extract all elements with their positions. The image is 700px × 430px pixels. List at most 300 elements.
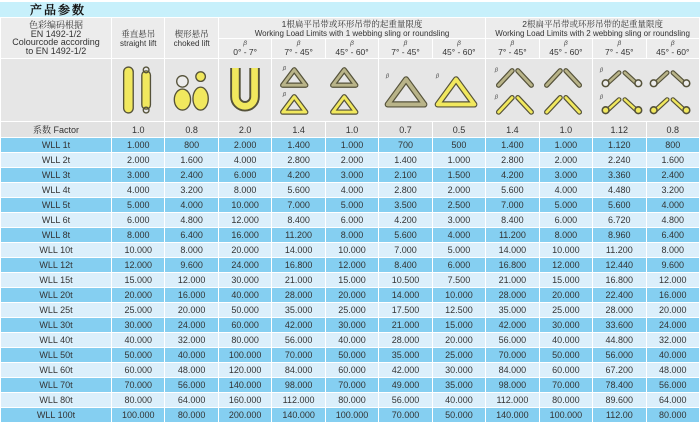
basket-angle-icons-cell [272, 59, 378, 121]
wll-cell: 60.000 [112, 363, 164, 377]
factor-cell: 0.5 [433, 122, 485, 137]
wll-cell: 42.000 [486, 318, 538, 332]
group1-en: Working Load Limits with 1 webbing sling or roundsling [254, 28, 450, 38]
table-row [1, 348, 699, 362]
wll-cell: 14.000 [272, 243, 324, 257]
wll-cell: 14.000 [486, 243, 538, 257]
wll-cell: 14.000 [379, 288, 431, 302]
factor-cell: 0.7 [379, 122, 431, 137]
basket-wide-icons-cell [379, 59, 485, 121]
wll-cell: 10.000 [326, 243, 378, 257]
wll-cell: 4.800 [647, 213, 699, 227]
wll-cell: 6.400 [647, 228, 699, 242]
colourcode-zh: 色彩编码根据 [28, 20, 83, 30]
wll-cell: 16.800 [272, 258, 324, 272]
wll-cell: 15.000 [540, 273, 592, 287]
wll-cell: 7.000 [486, 198, 538, 212]
factor-cell: 1.12 [593, 122, 645, 137]
wll-cell: 70.000 [272, 348, 324, 362]
wll-cell: 5.600 [272, 183, 324, 197]
wll-cell: 5.000 [112, 198, 164, 212]
row-label: WLL 15t [1, 273, 111, 287]
wll-cell: 80.000 [165, 408, 217, 422]
wll-cell: 20.000 [112, 288, 164, 302]
wll-cell: 33.600 [593, 318, 645, 332]
wll-cell: 4.200 [486, 168, 538, 182]
wll-cell: 1.400 [486, 138, 538, 152]
row-label: WLL 5t [1, 198, 111, 212]
group2-header [486, 18, 699, 38]
basket-angle-icons [275, 62, 375, 118]
angle-header: β 7° - 45° [486, 39, 538, 58]
wll-cell: 1.400 [379, 153, 431, 167]
wll-cell: 20.000 [647, 303, 699, 317]
wll-cell: 42.000 [379, 363, 431, 377]
wll-cell: 12.000 [219, 213, 271, 227]
wll-cell: 15.000 [112, 273, 164, 287]
wll-cell: 48.000 [647, 363, 699, 377]
beta-symbol: β [350, 39, 354, 47]
group2-zh: 2根扁平吊带或环形吊带的起重量限度 [522, 18, 663, 29]
wll-cell: 11.200 [593, 243, 645, 257]
row-label: WLL 30t [1, 318, 111, 332]
wll-cell: 10.000 [433, 288, 485, 302]
wll-cell: 44.800 [593, 333, 645, 347]
wll-cell: 30.000 [540, 318, 592, 332]
wll-cell: 40.000 [112, 333, 164, 347]
angle-header: β 45° - 60° [433, 39, 485, 58]
beta-symbol: β [403, 39, 408, 47]
angle-header: β 7° - 45° [379, 39, 431, 58]
row-label: WLL 20t [1, 288, 111, 302]
row-label: WLL 6t [1, 213, 111, 227]
wll-cell: 4.000 [326, 183, 378, 197]
beta-symbol: β [563, 39, 568, 47]
factor-cell: 1.0 [540, 122, 592, 137]
wll-cell: 10.500 [379, 273, 431, 287]
wll-cell: 30.000 [219, 273, 271, 287]
wll-cell: 6.000 [433, 258, 485, 272]
wll-cell: 1.600 [647, 153, 699, 167]
choked-lift-icon-cell [165, 59, 217, 121]
factor-cell: 1.4 [272, 122, 324, 137]
table-row [1, 333, 699, 347]
wll-cell: 3.360 [593, 168, 645, 182]
wll-cell: 40.000 [165, 348, 217, 362]
wll-cell: 12.000 [326, 258, 378, 272]
wll-cell: 70.000 [112, 378, 164, 392]
wll-cell: 4.200 [272, 168, 324, 182]
wll-cell: 4.200 [379, 213, 431, 227]
wll-cell: 80.000 [219, 333, 271, 347]
wll-cell: 6.000 [540, 213, 592, 227]
wll-cell: 40.000 [647, 348, 699, 362]
table-row [1, 228, 699, 242]
wll-cell: 25.000 [433, 348, 485, 362]
wll-cell: 1.000 [326, 138, 378, 152]
svg-text:β: β [494, 67, 499, 74]
wll-cell: 1.000 [433, 153, 485, 167]
svg-text:β: β [283, 91, 287, 98]
wll-cell: 50.000 [326, 348, 378, 362]
row-label: WLL 60t [1, 363, 111, 377]
wll-cell: 100.000 [219, 348, 271, 362]
beta-symbol: β [243, 39, 247, 47]
wll-cell: 15.000 [326, 273, 378, 287]
table-row [1, 258, 699, 272]
factor-cell: 2.0 [219, 122, 271, 137]
table-row [1, 408, 699, 422]
wll-cell: 100.000 [112, 408, 164, 422]
table-row [1, 303, 699, 317]
table-row [1, 198, 699, 212]
two-sling-choked-icons [596, 62, 696, 118]
svg-text:β: β [494, 94, 499, 101]
wll-cell: 12.000 [112, 258, 164, 272]
straight-lift-zh: 垂直悬吊 [121, 28, 156, 39]
wll-cell: 112.000 [272, 393, 324, 407]
row-label: WLL 10t [1, 243, 111, 257]
wll-cell: 5.600 [593, 198, 645, 212]
table-row [1, 393, 699, 407]
wll-cell: 20.000 [326, 288, 378, 302]
wll-cell: 160.000 [219, 393, 271, 407]
svg-text:β: β [599, 94, 604, 101]
wll-cell: 89.600 [593, 393, 645, 407]
wll-cell: 1.120 [593, 138, 645, 152]
svg-text:β: β [283, 65, 287, 72]
table-row [1, 168, 699, 182]
wll-cell: 8.000 [326, 228, 378, 242]
wll-cell: 4.000 [433, 228, 485, 242]
wll-cell: 56.000 [647, 378, 699, 392]
wll-cell: 2.400 [647, 168, 699, 182]
wll-cell: 98.000 [486, 378, 538, 392]
svg-text:β: β [386, 73, 390, 80]
choked-lift-icon [170, 62, 214, 118]
wll-cell: 35.000 [433, 378, 485, 392]
wll-cell: 80.000 [326, 393, 378, 407]
wll-cell: 30.000 [433, 363, 485, 377]
wll-cell: 8.000 [647, 243, 699, 257]
wll-cell: 56.000 [165, 378, 217, 392]
two-sling-icons-cell [486, 59, 592, 121]
wll-cell: 3.000 [326, 168, 378, 182]
row-label: WLL 70t [1, 378, 111, 392]
wll-cell: 10.000 [219, 198, 271, 212]
wll-cell: 2.800 [379, 183, 431, 197]
wll-table [0, 17, 700, 423]
wll-cell: 30.000 [112, 318, 164, 332]
wll-cell: 50.000 [433, 408, 485, 422]
wll-cell: 24.000 [219, 258, 271, 272]
wll-cell: 3.500 [379, 198, 431, 212]
choked-lift-en: choked lift [173, 38, 210, 48]
wll-cell: 6.000 [112, 213, 164, 227]
wll-cell: 28.000 [593, 303, 645, 317]
wll-cell: 12.500 [433, 303, 485, 317]
wll-cell: 3.000 [433, 213, 485, 227]
angle-header: β 0° - 7° [219, 39, 271, 58]
wll-cell: 16.800 [486, 258, 538, 272]
wll-cell: 80.000 [647, 408, 699, 422]
wll-cell: 7.000 [272, 198, 324, 212]
beta-symbol: β [296, 39, 301, 47]
wll-cell: 5.000 [540, 198, 592, 212]
wll-cell: 140.000 [219, 378, 271, 392]
table-row [1, 363, 699, 377]
group2-en: Working Load Limits with 2 webbing sling or roundsling [495, 28, 690, 38]
wll-cell: 35.000 [379, 348, 431, 362]
wll-cell: 56.000 [379, 393, 431, 407]
wll-cell: 16.800 [593, 273, 645, 287]
colourcode-header [1, 18, 111, 58]
wll-cell: 2.400 [165, 168, 217, 182]
group1-header [219, 18, 485, 38]
colourcode-std: EN 1492-1/2 [30, 28, 82, 39]
wll-cell: 140.000 [272, 408, 324, 422]
row-label: WLL 100t [1, 408, 111, 422]
wll-cell: 70.000 [540, 378, 592, 392]
row-label: WLL 2t [1, 153, 111, 167]
factor-cell: 0.8 [647, 122, 699, 137]
straight-lift-icon [116, 62, 160, 118]
wll-cell: 98.000 [272, 378, 324, 392]
wll-cell: 20.000 [219, 243, 271, 257]
group1-zh: 1根扁平吊带或环形吊带的起重量限度 [281, 18, 423, 29]
wll-cell: 8.000 [112, 228, 164, 242]
table-row [1, 138, 699, 152]
wll-cell: 28.000 [486, 288, 538, 302]
wll-cell: 35.000 [486, 303, 538, 317]
angle-header: β 45° - 60° [540, 39, 592, 58]
straight-lift-icon-cell [112, 59, 164, 121]
wll-cell: 4.000 [540, 183, 592, 197]
wll-cell: 1.400 [272, 138, 324, 152]
table-row [1, 288, 699, 302]
wll-cell: 80.000 [540, 393, 592, 407]
factor-cell: 1.4 [486, 122, 538, 137]
wll-cell: 60.000 [219, 318, 271, 332]
wll-cell: 8.000 [165, 243, 217, 257]
factor-cell: 1.0 [326, 122, 378, 137]
wll-cell: 9.600 [647, 258, 699, 272]
wll-cell: 70.000 [486, 348, 538, 362]
wll-cell: 2.000 [540, 153, 592, 167]
wll-cell: 67.200 [593, 363, 645, 377]
wll-cell: 120.000 [219, 363, 271, 377]
table-row [1, 318, 699, 332]
row-label: WLL 8t [1, 228, 111, 242]
row-label: WLL 80t [1, 393, 111, 407]
factor-row [1, 122, 699, 137]
wll-cell: 12.440 [593, 258, 645, 272]
wll-cell: 56.000 [486, 333, 538, 347]
table-body [1, 138, 699, 422]
table-row [1, 153, 699, 167]
row-label: WLL 4t [1, 183, 111, 197]
factor-cell: 1.0 [112, 122, 164, 137]
table-row [1, 273, 699, 287]
wll-cell: 8.400 [486, 213, 538, 227]
wll-cell: 2.240 [593, 153, 645, 167]
wll-cell: 3.000 [540, 168, 592, 182]
wll-cell: 1.500 [433, 168, 485, 182]
wll-cell: 40.000 [540, 333, 592, 347]
wll-cell: 42.000 [272, 318, 324, 332]
wll-cell: 2.000 [326, 153, 378, 167]
wll-cell: 70.000 [326, 378, 378, 392]
wll-cell: 32.000 [165, 333, 217, 347]
wll-cell: 8.400 [379, 258, 431, 272]
row-label: WLL 1t [1, 138, 111, 152]
wll-cell: 28.000 [379, 333, 431, 347]
beta-symbol: β [617, 39, 622, 47]
wll-cell: 6.000 [219, 168, 271, 182]
wll-cell: 700 [379, 138, 431, 152]
factor-label: 系数 Factor [1, 122, 111, 137]
wll-cell: 49.000 [379, 378, 431, 392]
wll-cell: 500 [433, 138, 485, 152]
wll-cell: 6.000 [326, 213, 378, 227]
wll-cell: 17.500 [379, 303, 431, 317]
two-sling-icons [489, 62, 589, 118]
row-label: WLL 40t [1, 333, 111, 347]
wll-cell: 5.000 [326, 198, 378, 212]
wll-cell: 12.000 [165, 273, 217, 287]
wll-cell: 10.000 [540, 243, 592, 257]
wll-cell: 2.100 [379, 168, 431, 182]
row-label: WLL 50t [1, 348, 111, 362]
wll-cell: 35.000 [272, 303, 324, 317]
wll-cell: 60.000 [326, 363, 378, 377]
choked-lift-header [165, 18, 217, 58]
wll-cell: 64.000 [647, 393, 699, 407]
pictogram-empty-cell [1, 59, 111, 121]
beta-symbol: β [670, 39, 675, 47]
basket-wide-icons [382, 62, 482, 118]
wll-cell: 3.200 [647, 183, 699, 197]
wll-cell: 5.000 [433, 243, 485, 257]
wll-cell: 140.000 [486, 408, 538, 422]
wll-cell: 15.000 [433, 318, 485, 332]
wll-cell: 24.000 [165, 318, 217, 332]
row-label: WLL 3t [1, 168, 111, 182]
straight-lift-header [112, 18, 164, 58]
wll-cell: 70.000 [379, 408, 431, 422]
wll-cell: 7.000 [379, 243, 431, 257]
wll-cell: 12.000 [647, 273, 699, 287]
wll-cell: 3.200 [165, 183, 217, 197]
wll-cell: 4.000 [165, 198, 217, 212]
wll-cell: 64.000 [165, 393, 217, 407]
wll-cell: 2.000 [433, 183, 485, 197]
wll-cell: 8.000 [219, 183, 271, 197]
wll-cell: 4.800 [165, 213, 217, 227]
wll-cell: 3.000 [112, 168, 164, 182]
wll-cell: 4.000 [219, 153, 271, 167]
wll-cell: 6.400 [165, 228, 217, 242]
choked-lift-zh: 楔形悬吊 [174, 28, 209, 39]
beta-symbol: β [457, 39, 461, 47]
wll-cell: 100.000 [326, 408, 378, 422]
wll-cell: 22.400 [593, 288, 645, 302]
wll-cell: 16.000 [647, 288, 699, 302]
wll-cell: 50.000 [112, 348, 164, 362]
wll-cell: 16.000 [165, 288, 217, 302]
wll-cell: 1.000 [540, 138, 592, 152]
wll-cell: 50.000 [219, 303, 271, 317]
wll-cell: 25.000 [540, 303, 592, 317]
wll-cell: 78.400 [593, 378, 645, 392]
factor-cell: 0.8 [165, 122, 217, 137]
two-sling-choked-icons-cell [593, 59, 699, 121]
colourcode-en2: to EN 1492-1/2 [25, 45, 87, 56]
wll-cell: 2.000 [112, 153, 164, 167]
wll-cell: 2.500 [433, 198, 485, 212]
wll-cell: 28.000 [272, 288, 324, 302]
wll-cell: 5.600 [379, 228, 431, 242]
wll-cell: 200.000 [219, 408, 271, 422]
wll-cell: 11.200 [486, 228, 538, 242]
colourcode-en1: Colourcode according [12, 37, 100, 47]
row-label: WLL 25t [1, 303, 111, 317]
wll-cell: 2.000 [219, 138, 271, 152]
wll-cell: 800 [647, 138, 699, 152]
header-row-groups [1, 18, 699, 38]
wll-cell: 40.000 [326, 333, 378, 347]
pictogram-row [1, 59, 699, 121]
wll-cell: 8.000 [540, 228, 592, 242]
wll-cell: 100.000 [540, 408, 592, 422]
table-row [1, 378, 699, 392]
wll-cell: 11.200 [272, 228, 324, 242]
wll-cell: 84.000 [272, 363, 324, 377]
wll-cell: 56.000 [593, 348, 645, 362]
wll-cell: 4.000 [647, 198, 699, 212]
wll-cell: 1.600 [165, 153, 217, 167]
wll-cell: 20.000 [165, 303, 217, 317]
table-row [1, 213, 699, 227]
angle-header: β 7° - 45° [272, 39, 324, 58]
wll-cell: 40.000 [219, 288, 271, 302]
wll-cell: 16.000 [219, 228, 271, 242]
wll-cell: 40.000 [433, 393, 485, 407]
wll-cell: 48.000 [165, 363, 217, 377]
wll-cell: 30.000 [326, 318, 378, 332]
wll-cell: 8.400 [272, 213, 324, 227]
wll-cell: 112.00 [593, 408, 645, 422]
wll-cell: 84.000 [486, 363, 538, 377]
beta-symbol: β [510, 39, 515, 47]
wll-cell: 32.000 [647, 333, 699, 347]
wll-cell: 2.800 [486, 153, 538, 167]
table-row [1, 243, 699, 257]
row-label: WLL 12t [1, 258, 111, 272]
wll-cell: 20.000 [433, 333, 485, 347]
wll-cell: 1.000 [112, 138, 164, 152]
basket-lift-icon-cell [219, 59, 271, 121]
wll-cell: 800 [165, 138, 217, 152]
wll-cell: 24.000 [647, 318, 699, 332]
wll-cell: 6.720 [593, 213, 645, 227]
wll-cell: 12.000 [540, 258, 592, 272]
svg-text:β: β [436, 73, 440, 80]
wll-cell: 4.000 [112, 183, 164, 197]
basket-lift-icon [223, 62, 267, 118]
wll-cell: 56.000 [272, 333, 324, 347]
wll-cell: 10.000 [112, 243, 164, 257]
